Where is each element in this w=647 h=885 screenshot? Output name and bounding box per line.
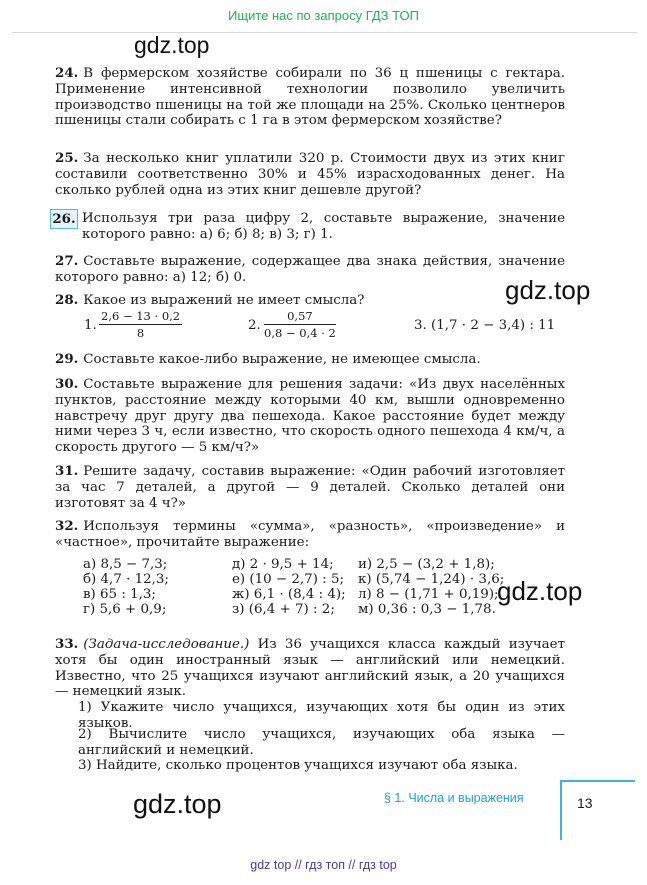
problem-30	[55, 377, 565, 456]
problem-label: (Задача-исследование.)	[83, 637, 250, 652]
watermark: gdz.top	[134, 32, 210, 58]
expr-e: е) (10 − 2,7) : 5;	[232, 572, 344, 587]
problem-text: Используя три раза цифру 2, составьте выражение, значение которого равно: а) 6; б) 8; в) 3; г) 1.	[82, 211, 565, 242]
expr-b: б) 4,7 · 12,3;	[83, 572, 169, 587]
problem-text: Из 36 учащихся класса каждый изучает хотя бы один иностранный язык — английский или немецкий. Известно, что 25 учащихся изучают английский язык, а 20 учащихся — немецкий язык.	[55, 637, 565, 700]
footer-divider-vertical	[560, 780, 562, 840]
fraction-denominator: 0,8 − 0,4 · 2	[264, 326, 336, 340]
problem-number: 32.	[55, 518, 79, 534]
watermark: gdz.top	[505, 275, 591, 305]
problem-28	[55, 293, 475, 309]
fraction-numerator: 0,57	[264, 309, 336, 325]
problem-number: 27.	[55, 253, 79, 269]
problem-number: 33.	[55, 636, 79, 652]
expr-l: л) 8 − (1,71 + 0,19);	[358, 587, 499, 602]
problem-29	[55, 352, 565, 368]
problem-26	[82, 211, 565, 243]
problem-number: 29.	[55, 351, 79, 367]
problem-text: Какое из выражений не имеет смысла?	[83, 293, 365, 308]
problem-text: Составьте выражение, содержащее два знака действия, значение которого равно: а) 12; б) 0.	[55, 254, 565, 285]
section-title: § 1. Числа и выражения	[384, 791, 524, 805]
page-number: 13	[577, 795, 593, 811]
problem-24	[55, 66, 565, 129]
question-1: 1) Укажите число учащихся, изучающих хотя бы один из этих языков.	[78, 700, 565, 731]
question-2: 2) Вычислите число учащихся, изучающих оба языка — английский и немецкий.	[78, 727, 565, 758]
problem-number: 30.	[55, 376, 79, 392]
problem-32	[55, 519, 565, 551]
problem-number: 24.	[55, 65, 79, 81]
problem-31	[55, 464, 565, 511]
problem-number-highlighted: 26.	[50, 209, 78, 229]
fraction-denominator: 8	[136, 326, 145, 340]
problem-number: 28.	[55, 292, 79, 308]
watermark: gdz.top	[133, 789, 222, 819]
problem-25	[55, 151, 565, 198]
problem-text: В фермерском хозяйстве собирали по 36 ц пшеницы с гектара. Применение интенсивной технологии позволило увеличить производство пшеницы на той же площади на 25%. Сколько центнеров пшеницы стали собирать с 1 га в этом фермерском хозяйстве?	[55, 66, 565, 129]
problem-33	[55, 637, 565, 700]
watermark: gdz.top	[497, 576, 583, 606]
expr-v: в) 65 : 1,3;	[83, 587, 156, 602]
option-2-label: 2.	[248, 318, 261, 333]
expr-z: з) (6,4 + 7) : 2;	[232, 602, 335, 617]
expr-d: д) 2 · 9,5 + 14;	[232, 557, 334, 572]
fraction-numerator: 2,6 − 13 · 0,2	[101, 309, 181, 323]
banner-divider	[12, 32, 637, 33]
problem-text: Составьте какое-либо выражение, не имеющее смысла.	[83, 352, 481, 367]
option-3: 3. (1,7 · 2 − 3,4) : 11	[414, 318, 556, 333]
problem-text: Составьте выражение для решения задачи: «Из двух населённых пунктов, расстояние между которыми 40 км, вышли одновременно навстречу друг другу два пешехода. Какое расстояние будет между ними через 3 ч, если известно, что скорость одного пешехода 4 км/ч, а скорость другого — 5 км/ч?»	[55, 377, 565, 456]
fraction-1	[99, 309, 182, 340]
expr-m: м) 0,36 : 0,3 − 1,78.	[358, 602, 496, 617]
problem-text: Решите задачу, составив выражение: «Один рабочий изготовляет за час 7 деталей, а другой — 9 деталей. Сколько деталей они изготовят за 4 ч?»	[55, 464, 565, 511]
expr-a: а) 8,5 − 7,3;	[83, 557, 168, 572]
top-banner: Ищите нас по запросу ГДЗ ТОП	[228, 8, 419, 23]
problem-number: 25.	[55, 150, 79, 166]
expr-i: и) 2,5 − (3,2 + 1,8);	[358, 557, 495, 572]
footer-divider-horizontal	[560, 780, 635, 782]
problem-number: 31.	[55, 463, 79, 479]
expr-g: г) 5,6 + 0,9;	[83, 602, 167, 617]
expr-zh: ж) 6,1 · (8,4 : 4);	[232, 587, 346, 602]
bottom-watermark-bar: gdz top // гдз топ // гдз top	[250, 858, 397, 872]
option-1-label: 1.	[84, 318, 97, 333]
problem-text: За несколько книг уплатили 320 р. Стоимости двух из этих книг составили соответственно 30% и 45% израсходованных денег. На сколько рублей одна из этих книг дешевле другой?	[55, 151, 565, 198]
fraction-2	[264, 309, 336, 340]
problem-27	[55, 254, 565, 286]
expr-k: к) (5,74 − 1,24) · 3,6;	[358, 572, 505, 587]
question-3: 3) Найдите, сколько процентов учащихся изучают оба языка.	[78, 758, 518, 773]
problem-text: Используя термины «сумма», «разность», «произведение» и «частное», прочитайте выражение:	[55, 519, 565, 550]
